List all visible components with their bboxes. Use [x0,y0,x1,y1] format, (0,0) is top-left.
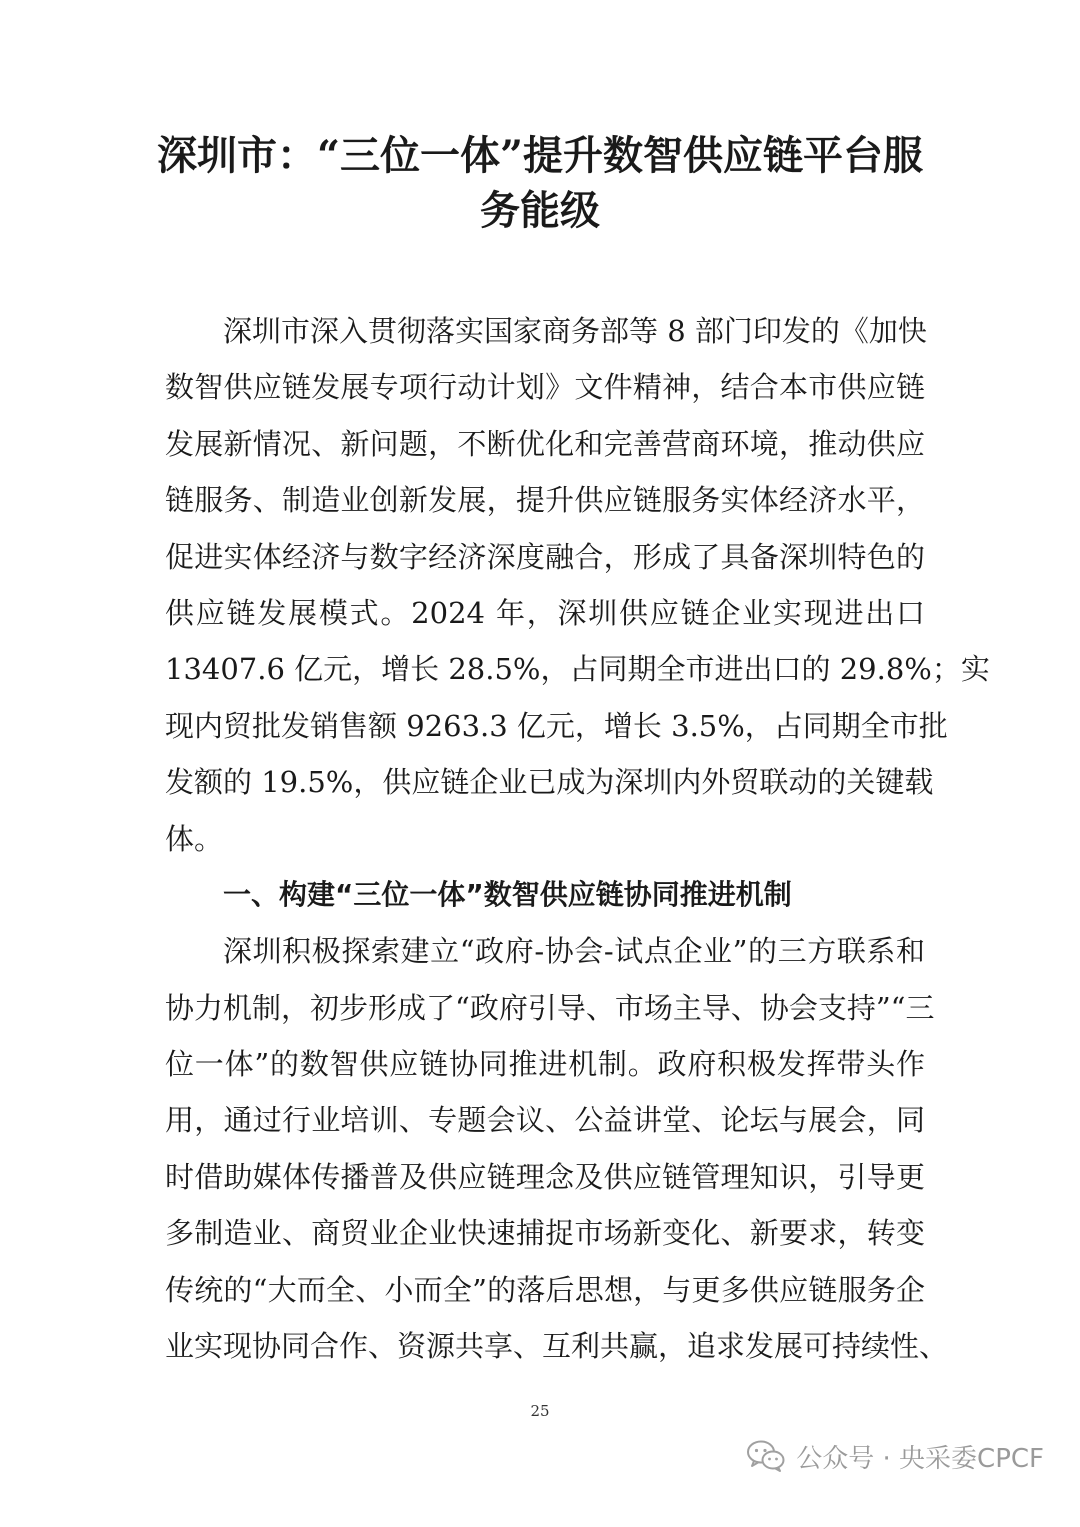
text-line: 促进实体经济与数字经济深度融合，形成了具备深圳特色的 [165,539,925,574]
text-line: 发展新情况、新问题，不断优化和完善营商环境，推动供应 [165,426,925,461]
text-line: 协力机制，初步形成了“政府引导、市场主导、协会支持”“三 [165,990,935,1025]
text-line: 深圳积极探索建立“政府-协会-试点企业”的三方联系和 [223,934,926,969]
text-line: 时借助媒体传播普及供应链理念及供应链管理知识，引导更 [165,1159,925,1194]
document-body [165,303,990,1374]
text-line: 链服务、制造业创新发展，提升供应链服务实体经济水平， [165,483,925,518]
watermark-text: 公众号 · 央采委CPCF [796,1443,1044,1474]
paragraph-intro [165,303,990,867]
text-line: 13407.6 亿元，增长 28.5%，占同期全市进出口的 29.8%；实 [165,652,990,687]
text-line: 发额的 19.5%，供应链企业已成为深圳内外贸联动的关键载 [165,765,934,800]
text-line: 体。 [165,821,224,856]
text-line: 用，通过行业培训、专题会议、公益讲堂、论坛与展会，同 [165,1103,925,1138]
text-line: 深圳市深入贯彻落实国家商务部等 8 部门印发的《加快 [223,314,927,348]
text-line: 现内贸批发销售额 9263.3 亿元，增长 3.5%，占同期全市批 [165,708,948,743]
text-line: 多制造业、商贸业企业快速捕捉市场新变化、新要求，转变 [165,1216,925,1251]
section-heading: 一、构建“三位一体”数智供应链协同推进机制 [223,877,792,911]
watermark [746,1434,1044,1478]
text-line: 位一体”的数智供应链协同推进机制。政府积极发挥带头作 [165,1047,925,1082]
text-line: 业实现协同合作、资源共享、互利共赢，追求发展可持续性、 [165,1329,949,1364]
text-line: 供应链发展模式。2024 年，深圳供应链企业实现进出口 [165,595,925,630]
text-line: 传统的“大而全、小而全”的落后思想，与更多供应链服务企 [165,1272,925,1307]
text-line: 数智供应链发展专项行动计划》文件精神，结合本市供应链 [165,370,925,405]
document-title [150,128,930,238]
wechat-icon [746,1439,786,1473]
title-line: 深圳市：“三位一体”提升数智供应链平台服 [156,132,923,179]
paragraph-section1 [165,923,949,1374]
title-line: 务能级 [480,187,600,234]
page-number: 25 [530,1402,550,1420]
